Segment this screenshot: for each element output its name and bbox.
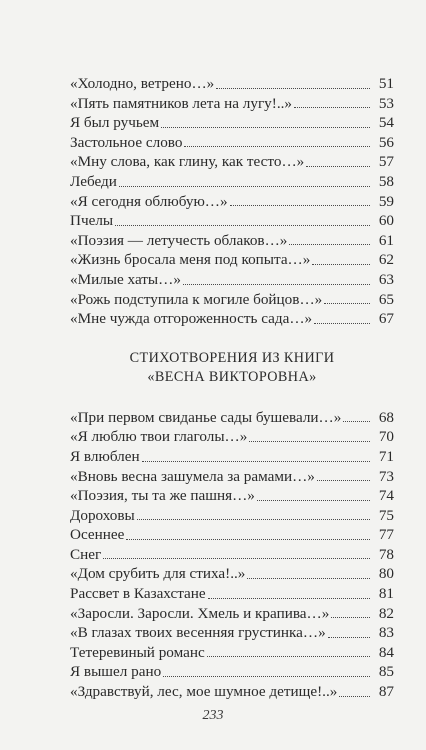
toc-entry-page: 60 — [378, 212, 394, 230]
toc-entry-title: Осеннее — [70, 526, 125, 544]
dot-leader — [249, 441, 370, 442]
dot-leader — [324, 303, 370, 304]
toc-entry-title: «Здравствуй, лес, мое шумное детище!..» — [70, 683, 338, 701]
toc-entry — [70, 427, 394, 447]
toc-entry-title: «Поэзия — летучесть облаков…» — [70, 231, 288, 249]
toc-entry-page: 65 — [378, 290, 394, 308]
dot-leader — [115, 225, 370, 226]
toc-entry-title: Я вышел рано — [70, 663, 162, 681]
dot-leader — [207, 656, 370, 657]
toc-entry-page: 80 — [378, 565, 394, 583]
toc-entry-page: 87 — [378, 683, 394, 701]
toc-entry — [70, 623, 394, 643]
toc-entry — [70, 133, 394, 153]
dot-leader — [137, 519, 370, 520]
dot-leader — [328, 637, 370, 638]
toc-entry-title: Я был ручьем — [70, 114, 160, 132]
dot-leader — [216, 88, 370, 89]
toc-entry-title: Застольное слово — [70, 133, 183, 151]
toc-entry-title: «Поэзия, ты та же пашня…» — [70, 487, 255, 505]
toc-entry-title: «Рожь подступила к могиле бойцов…» — [70, 290, 323, 308]
toc-entry — [70, 290, 394, 310]
toc-entry-title: Дороховы — [70, 506, 135, 524]
toc-entry — [70, 447, 394, 467]
table-of-contents — [70, 74, 394, 702]
toc-entry — [70, 682, 394, 702]
toc-entry — [70, 113, 394, 133]
toc-entry-title: Пчелы — [70, 212, 114, 230]
toc-entry-page: 58 — [378, 172, 394, 190]
toc-entry — [70, 545, 394, 565]
toc-entry — [70, 231, 394, 251]
dot-leader — [294, 107, 370, 108]
dot-leader — [142, 461, 370, 462]
toc-entry — [70, 172, 394, 192]
section-heading-line-1: СТИХОТВОРЕНИЯ ИЗ КНИГИ — [129, 349, 335, 366]
toc-entry — [70, 408, 394, 428]
toc-entry — [70, 604, 394, 624]
toc-entry-page: 81 — [378, 585, 394, 603]
dot-leader — [343, 421, 370, 422]
dot-leader — [208, 598, 370, 599]
toc-entry-page: 61 — [378, 231, 394, 249]
toc-entry — [70, 74, 394, 94]
toc-entry — [70, 643, 394, 663]
toc-part-1 — [70, 74, 394, 329]
toc-entry — [70, 525, 394, 545]
dot-leader — [103, 558, 370, 559]
toc-entry-page: 70 — [378, 428, 394, 446]
toc-entry-page: 83 — [378, 624, 394, 642]
dot-leader — [257, 500, 370, 501]
toc-part-2 — [70, 408, 394, 702]
toc-entry — [70, 584, 394, 604]
toc-entry — [70, 270, 394, 290]
toc-entry — [70, 486, 394, 506]
toc-entry — [70, 467, 394, 487]
dot-leader — [119, 186, 370, 187]
toc-entry-page: 77 — [378, 526, 394, 544]
toc-entry-page: 68 — [378, 408, 394, 426]
toc-entry-page: 74 — [378, 487, 394, 505]
toc-entry-title: «Я сегодня облюбую…» — [70, 192, 228, 210]
toc-entry-title: «Я люблю твои глаголы…» — [70, 428, 248, 446]
toc-entry-title: «Пять памятников лета на лугу!..» — [70, 94, 293, 112]
toc-entry-page: 71 — [378, 447, 394, 465]
toc-entry-title: Лебеди — [70, 172, 117, 190]
toc-entry-page: 84 — [378, 643, 394, 661]
toc-entry-title: Тетеревиный романс — [70, 643, 205, 661]
toc-entry-page: 67 — [378, 310, 394, 328]
page-number: 233 — [202, 708, 224, 723]
dot-leader — [247, 578, 370, 579]
toc-entry-title: «Дом срубить для стиха!..» — [70, 565, 246, 583]
toc-entry-title: Снег — [70, 545, 102, 563]
toc-entry — [70, 250, 394, 270]
toc-entry-title: «Вновь весна зашумела за рамами…» — [70, 467, 315, 485]
dot-leader — [312, 264, 370, 265]
dot-leader — [306, 166, 370, 167]
dot-leader — [184, 146, 370, 147]
toc-entry-page: 82 — [378, 604, 394, 622]
dot-leader — [126, 539, 370, 540]
toc-entry-page: 56 — [378, 133, 394, 151]
section-heading-line-2: «ВЕСНА ВИКТОРОВНА» — [147, 368, 317, 385]
toc-entry-title: «Мне чужда отгороженность сада…» — [70, 310, 313, 328]
toc-entry — [70, 662, 394, 682]
toc-entry-title: «Холодно, ветрено…» — [70, 75, 215, 92]
dot-leader — [183, 284, 370, 285]
toc-entry-title: Я влюблен — [70, 447, 140, 465]
toc-entry-page: 75 — [378, 506, 394, 524]
dot-leader — [331, 617, 370, 618]
section-block — [70, 349, 394, 387]
toc-entry — [70, 211, 394, 231]
dot-leader — [317, 480, 370, 481]
toc-entry-title: «Милые хаты…» — [70, 270, 181, 288]
toc-entry-title: Рассвет в Казахстане — [70, 585, 206, 603]
toc-entry-title: «При первом свиданье сады бушевали…» — [70, 408, 342, 426]
toc-entry-page: 57 — [378, 153, 394, 171]
toc-entry-title: «Жизнь бросала меня под копыта…» — [70, 251, 311, 269]
toc-entry-page: 51 — [378, 75, 394, 92]
toc-entry — [70, 506, 394, 526]
toc-entry-page: 54 — [378, 114, 394, 132]
dot-leader — [314, 323, 370, 324]
toc-entry-page: 85 — [378, 663, 394, 681]
toc-entry — [70, 309, 394, 329]
dot-leader — [289, 244, 370, 245]
toc-entry-page: 62 — [378, 251, 394, 269]
toc-entry-title: «В глазах твоих весенняя грустинка…» — [70, 624, 326, 642]
toc-entry — [70, 192, 394, 212]
toc-entry-page: 78 — [378, 545, 394, 563]
toc-entry-page: 53 — [378, 94, 394, 112]
toc-entry — [70, 564, 394, 584]
toc-entry — [70, 152, 394, 172]
dot-leader — [339, 696, 370, 697]
toc-entry-page: 73 — [378, 467, 394, 485]
toc-entry-title: «Мну слова, как глину, как тесто…» — [70, 153, 305, 171]
toc-entry — [70, 94, 394, 114]
dot-leader — [161, 127, 370, 128]
dot-leader — [230, 205, 370, 206]
toc-entry-page: 59 — [378, 192, 394, 210]
dot-leader — [163, 676, 370, 677]
toc-entry-page: 63 — [378, 270, 394, 288]
toc-entry-title: «Заросли. Заросли. Хмель и крапива…» — [70, 604, 330, 622]
